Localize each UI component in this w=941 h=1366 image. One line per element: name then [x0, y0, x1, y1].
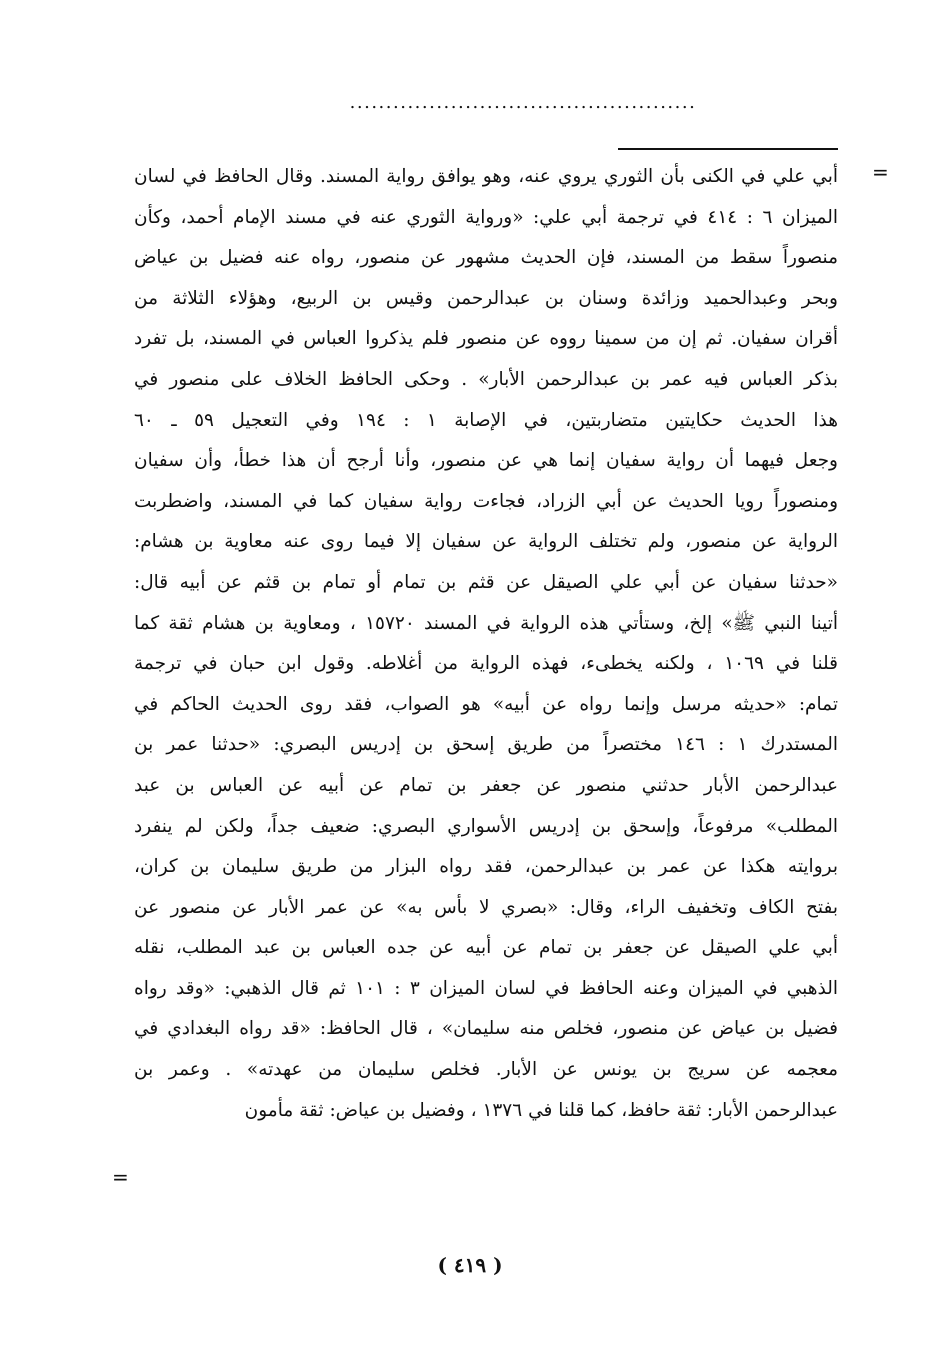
- footnote-line: ومنصوراً رويا الحديث عن أبي الزراد، فجاءت رواية سفيان كما في المسند، واضطربت: [134, 490, 838, 512]
- footnote-line: بفتح الكاف وتخفيف الراء، وقال: «بصري لا بأس به» عن عمر الأبار عن منصور عن: [134, 896, 838, 918]
- footnote-line: فضيل بن عياض عن منصور، فخلص منه سليمان» ، قال الحافظ: «قد رواه البغدادي في: [134, 1018, 838, 1040]
- page-number: ( ٤١٩ ): [437, 1253, 503, 1277]
- footnote-line: عبدالرحمن الأبار: ثقة حافظ، كما قلنا في ١٣٧٦ ، وفضيل بن عياض: ثقة مأمون: [244, 1099, 838, 1121]
- footnote-line: عبدالرحمن الأبار حدثني منصور عن جعفر بن تمام عن أبيه عن العباس بن عبد: [134, 774, 838, 796]
- footnote-line: الذهبي في الميزان وعنه الحافظ في لسان الميزان ٣ : ١٠١ ثم قال الذهبي: «وقد رواه: [134, 977, 838, 999]
- footnote-line: الرواية عن منصور، ولم تختلف الرواية عن سفيان إلا فيما روى عنه معاوية بن هشام:: [134, 531, 838, 553]
- footnote-body: [134, 157, 838, 1131]
- footnote-separator-rule: [618, 148, 838, 150]
- footnote-line: بذكر العباس فيه عمر بن عبدالرحمن الأبار» . وحكى الحافظ الخلاف على منصور في: [134, 368, 838, 390]
- footnote-line: «حدثنا سفيان عن أبي علي الصيقل عن قثم بن تمام أو تمام بن قثم عن أبيه قال:: [134, 571, 838, 593]
- footnote-line: أبي علي الصيقل عن جعفر بن تمام عن أبيه عن جده العباس بن عبد المطلب، نقله: [134, 937, 838, 959]
- footnote-line: بروايته هكذا عن عمر بن عبدالرحمن، فقد رواه البزار من طريق سليمان بن كران،: [134, 856, 838, 878]
- footnote-line: وجعل فيهما أن رواية سفيان إنما هي عن منصور، وأنا أرجح أن هذا خطأ، وأن سفيان: [134, 450, 838, 472]
- footnote-continued-marker-bottom: =: [112, 1165, 129, 1189]
- footnote-line: المطلب» مرفوعاً، وإسحق بن إدريس الأسواري البصري: ضعيف جداً، ولكن لم ينفرد: [134, 815, 838, 837]
- footnote-line: أبي علي في الكنى بأن الثوري يروي عنه، وهو يوافق رواية المسند. وقال الحافظ في لسان: [134, 166, 838, 187]
- footnote-continued-marker-top: =: [872, 160, 889, 184]
- footnote-line: المستدرك ١ : ١٤٦ مختصراً من طريق إسحق بن إدريس البصري: «حدثنا عمر بن: [134, 734, 838, 756]
- footnote-line: أقران سفيان. ثم إن من سمينا رووه عن منصور فلم يذكروا العباس في المسند، بل تفرد: [134, 328, 838, 350]
- footnote-line: أتينا النبي ﷺ» إلخ، وستأتي هذه الرواية في المسند ١٥٧٢٠ ، ومعاوية بن هشام ثقة كما: [134, 612, 838, 634]
- footnote-line: الميزان ٦ : ٤١٤ في ترجمة أبي علي: «ورواية الثوري عنه في مسند الإمام أحمد، وكأن: [134, 206, 838, 228]
- header-dot-rule: ................................................: [349, 92, 697, 113]
- footnote-line: تمام: «حديثه مرسل وإنما رواه عن أبيه» هو الصواب، فقد روى الحديث الحاكم في: [134, 693, 838, 715]
- footnote-line: قلنا في ١٠٦٩ ، ولكنه يخطىء، فهذه الرواية من أغلاطه. وقول ابن حبان في ترجمة: [134, 653, 838, 675]
- footnote-line: معجمه عن سريج بن يونس عن الأبار. فخلص سليمان من عهدته» . وعمر بن: [134, 1059, 838, 1081]
- footnote-line: وبحر وعبدالحميد وزائدة وسنان بن عبدالرحمن وقيس بن الربيع، وهؤلاء الثلاثة من: [134, 287, 838, 309]
- footnote-line: هذا الحديث حكايتين متضاربتين، في الإصابة ١ : ١٩٤ وفي التعجيل ٥٩ ـ ٦٠: [134, 409, 838, 431]
- footnote-line: منصوراً سقط من المسند، فإن الحديث مشهور عن منصور، رواه عنه فضيل بن عياض: [134, 247, 838, 269]
